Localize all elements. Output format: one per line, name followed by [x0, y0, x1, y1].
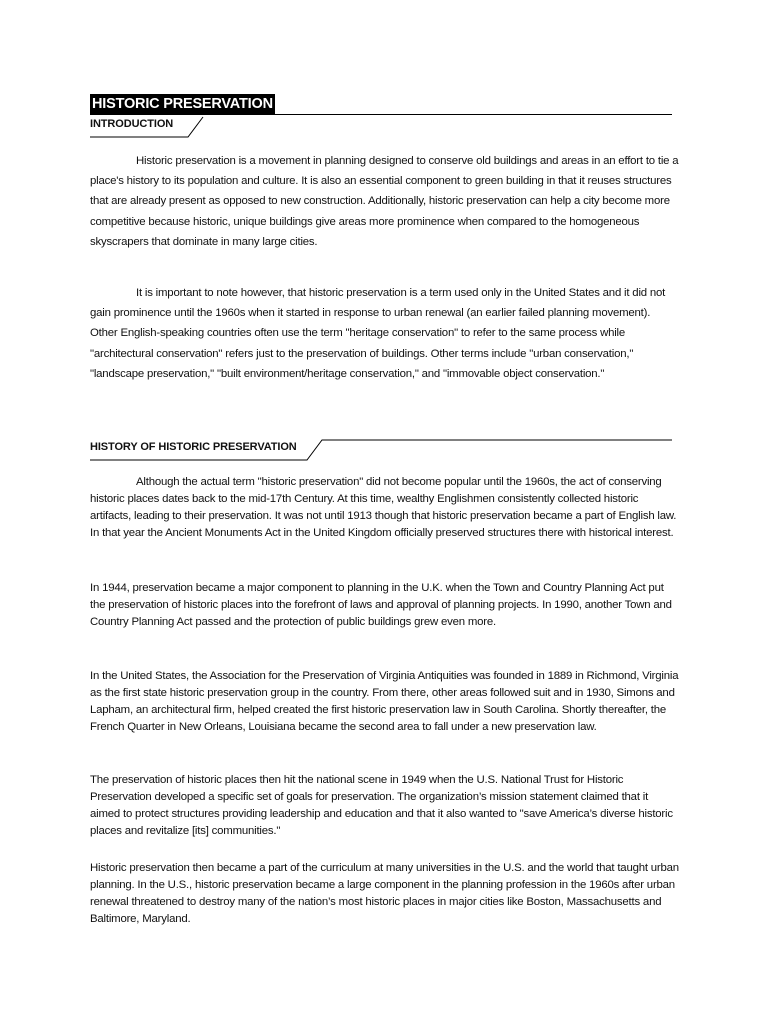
section-heading-introduction — [90, 115, 672, 137]
intro-paragraph-1: Historic preservation is a movement in planning designed to conserve old buildings and areas in an effort to tie a place's history to its population and culture. It is also an essential component to green building in that it reuses structures that are already present as opposed to new construction. Additionally, historic preservation can help a city become more competitive because historic, unique buildings give areas more prominence when compared to the homogeneous skyscrapers that dominate in many large cities. — [90, 155, 679, 248]
history-paragraph-4: The preservation of historic places then hit the national scene in 1949 when the U.S. National Trust for Historic Preservation developed a specific set of goals for preservation. The organization’s mission statement claimed that it aimed to protect structures providing leadership and education and that it also wanted to "save America’s diverse historic places and revitalize [its] communities." — [90, 774, 673, 838]
intro-paragraph-2: It is important to note however, that historic preservation is a term used only in the United States and it did not gain prominence until the 1960s when it started in response to urban renewal (an earlier failed planning movement). Other English-speaking countries often use the term "heritage conservation" to refer to the same process while "architectural conservation" refers just to the preservation of buildings. Other terms include "urban conservation," "landscape preservation," "built environment/heritage conservation," and "immovable object conservation." — [90, 287, 666, 380]
section-heading-history — [90, 438, 672, 460]
section-heading-label: INTRODUCTION — [90, 118, 174, 130]
history-paragraph-2: In 1944, preservation became a major component to planning in the U.K. when the Town and Country Planning Act put the preservation of historic places into the forefront of laws and approval of planning projects. In 1990, another Town and Country Planning Act passed and the protection of public buildings grew even more. — [90, 582, 672, 629]
section-tab-shape — [90, 115, 672, 137]
history-paragraph-5: Historic preservation then became a part of the curriculum at many universities in the U.S. and the world that taught urban planning. In the U.S., historic preservation became a large component in the planning profession in the 1960s after urban renewal threatened to destroy many of the nation’s most historic places in major cities like Boston, Massachusetts and Baltimore, Maryland. — [90, 862, 679, 926]
history-paragraph-3: In the United States, the Association for the Preservation of Virginia Antiquities was founded in 1889 in Richmond, Virginia as the first state historic preservation group in the country. From there, other areas followed suit and in 1930, Simons and Lapham, an architectural firm, helped created the first historic preservation law in South Carolina. Shortly thereafter, the French Quarter in New Orleans, Louisiana became the second area to fall under a new preservation law. — [90, 670, 679, 734]
section-heading-label: HISTORY OF HISTORIC PRESERVATION — [90, 441, 297, 453]
document-title: HISTORIC PRESERVATION — [92, 96, 273, 112]
history-paragraph-1: Although the actual term "historic preservation" did not become popular until the 1960s, the act of conserving historic places dates back to the mid-17th Century. At this time, wealthy Englishmen consistently collected historic artifacts, leading to their preservation. It was not until 1913 though that historic preservation became a part of English law. In that year the Ancient Monuments Act in the United Kingdom officially preserved structures there with historical interest. — [90, 476, 677, 540]
